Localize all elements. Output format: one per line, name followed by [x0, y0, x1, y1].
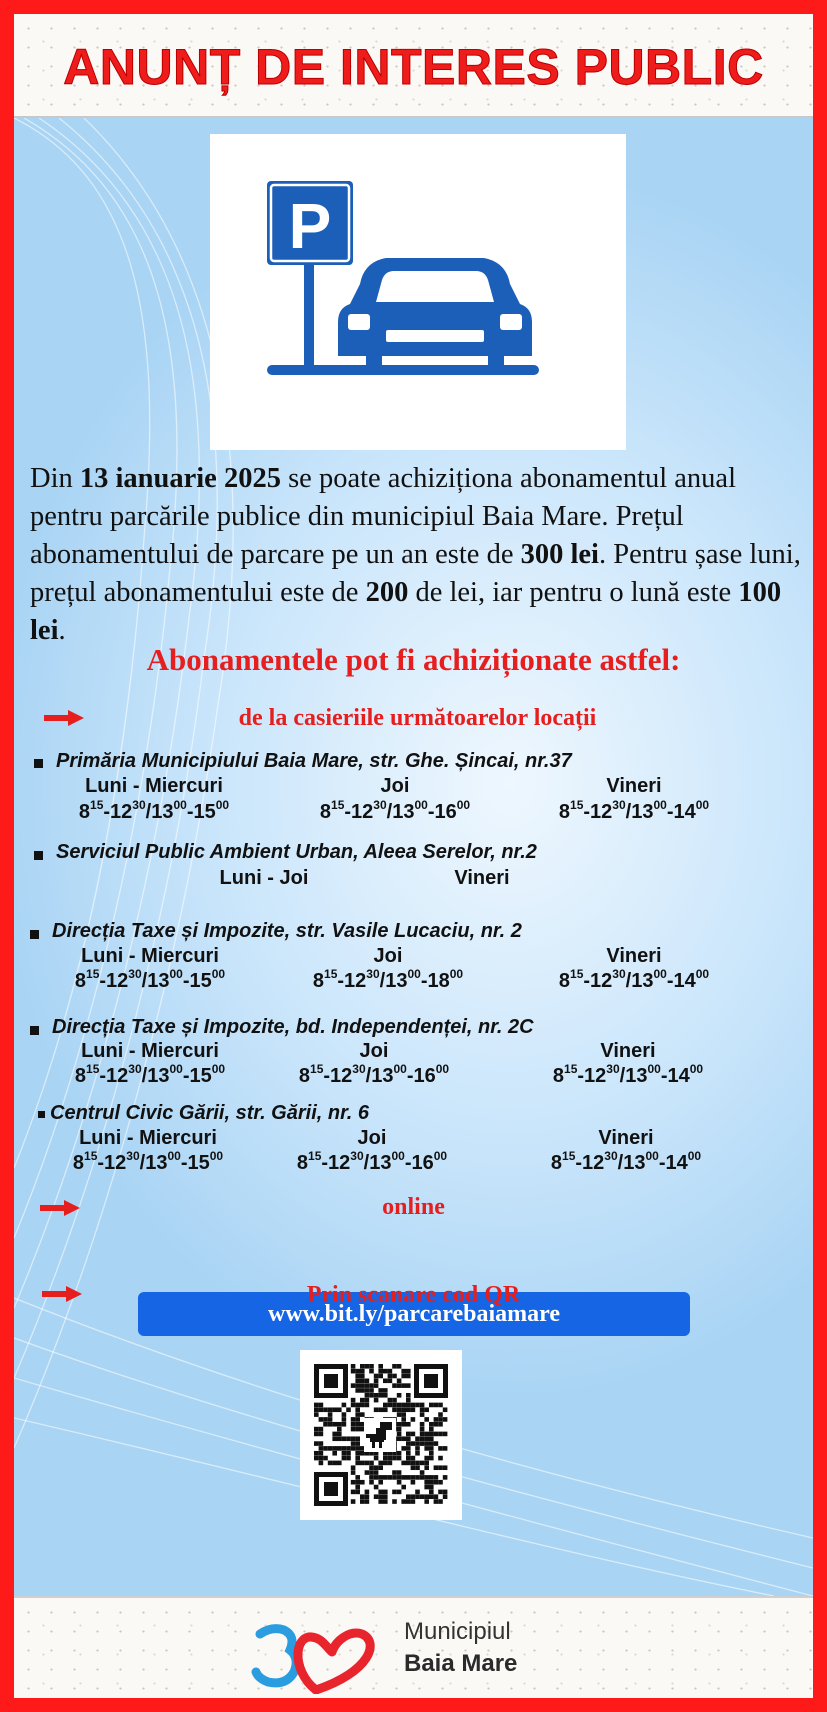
hours-label: $8^{15}-12^{30}/13^{00}-15^{00}$	[78, 798, 230, 823]
hours-label: $8^{15}-12^{30}/13^{00}-15^{00}$	[72, 1149, 224, 1174]
hours-label: $8^{15}-12^{30}/13^{00}-16^{00}$	[298, 1062, 450, 1087]
footer	[14, 1596, 813, 1712]
ground-line	[267, 365, 539, 375]
parking-illustration	[210, 134, 626, 450]
location-name: Primăria Municipiului Baia Mare, str. Ghe. Șincai, nr.37	[56, 750, 572, 772]
option-cashier: de la casieriile următoarelor locații	[238, 705, 597, 731]
url-link[interactable]: www.bit.ly/parcarebaiamare	[268, 1301, 560, 1327]
intro-text-4: de lei, iar pentru o lună este	[408, 577, 739, 608]
days-label: Joi	[380, 775, 410, 797]
svg-text:P: P	[288, 190, 332, 262]
intro-text-5: .	[58, 615, 66, 646]
hours-label: $8^{15}-12^{30}/13^{00}-14^{00}$	[552, 1062, 704, 1087]
days-label: Vineri	[606, 945, 662, 967]
car-icon	[338, 258, 532, 366]
days-label: Vineri	[598, 1127, 654, 1149]
hours-label: $8^{15}-12^{30}/13^{00}-14^{00}$	[558, 798, 710, 823]
logo-line-2: Baia Mare	[404, 1650, 518, 1677]
hours-label: $8^{15}-12^{30}/13^{00}-16^{00}$	[319, 798, 471, 823]
qr-code-icon	[300, 1350, 462, 1520]
municipality-logo-icon	[250, 1620, 380, 1694]
days-label: Joi	[357, 1127, 387, 1149]
days-label: Luni - Miercuri	[81, 945, 219, 967]
location-name: Direcția Taxe și Impozite, str. Vasile Lucaciu, nr. 2	[52, 920, 522, 942]
bullet-icon	[38, 1111, 45, 1118]
dinosaur-icon	[364, 1418, 396, 1452]
intro-text-3: . Pentru șase luni, prețul abonamentului este de	[30, 539, 801, 608]
days-label: Joi	[373, 945, 403, 967]
price-six-months: 200	[365, 577, 409, 608]
hours-label: $8^{15}-12^{30}/13^{00}-14^{00}$	[558, 967, 710, 992]
location-name: Centrul Civic Gării, str. Gării, nr. 6	[50, 1102, 370, 1124]
bullet-icon	[30, 930, 39, 939]
start-date: 13 ianuarie 2025	[79, 463, 281, 494]
option-online: online	[382, 1194, 445, 1220]
logo-line-1: Municipiul	[404, 1618, 511, 1645]
location-name: Direcția Taxe și Impozite, bd. Independenței, nr. 2C	[52, 1016, 534, 1038]
days-label: Luni - Joi	[219, 867, 309, 889]
intro-text-1: Din	[30, 463, 80, 494]
hours-label: $8^{15}-12^{30}/13^{00}-15^{00}$	[74, 1062, 226, 1087]
days-label: Vineri	[454, 867, 510, 889]
option-qr: Prin scanare cod QR	[306, 1282, 521, 1308]
hours-label: $8^{15}-12^{30}/13^{00}-15^{00}$	[74, 967, 226, 992]
intro-paragraph	[30, 460, 810, 650]
bullet-icon	[34, 759, 43, 768]
days-label: Luni - Miercuri	[79, 1127, 217, 1149]
days-label: Joi	[359, 1040, 389, 1062]
days-label: Vineri	[606, 775, 662, 797]
price-year: 300 lei	[520, 539, 599, 570]
purchase-methods-heading: Abonamentele pot fi achiziționate astfel:	[146, 642, 681, 677]
hours-label: $8^{15}-12^{30}/13^{00}-18^{00}$	[312, 967, 464, 992]
hours-label: $8^{15}-12^{30}/13^{00}-14^{00}$	[550, 1149, 702, 1174]
days-label: Vineri	[600, 1040, 656, 1062]
bullet-icon	[34, 851, 43, 860]
price-month: 100 lei	[30, 577, 782, 646]
poster-title: ANUNȚ DE INTERES PUBLIC	[63, 39, 764, 95]
bullet-icon	[30, 1026, 39, 1035]
header	[14, 14, 813, 118]
days-label: Luni - Miercuri	[85, 775, 223, 797]
intro-text-2: se poate achiziționa abonamentul anual pentru parcările publice din municipiul Baia Mare. Prețul abonamentului de parcare pe un an este de	[30, 463, 736, 570]
hours-label: $8^{15}-12^{30}/13^{00}-16^{00}$	[296, 1149, 448, 1174]
days-label: Luni - Miercuri	[81, 1040, 219, 1062]
location-name: Serviciul Public Ambient Urban, Aleea Serelor, nr.2	[56, 841, 537, 863]
